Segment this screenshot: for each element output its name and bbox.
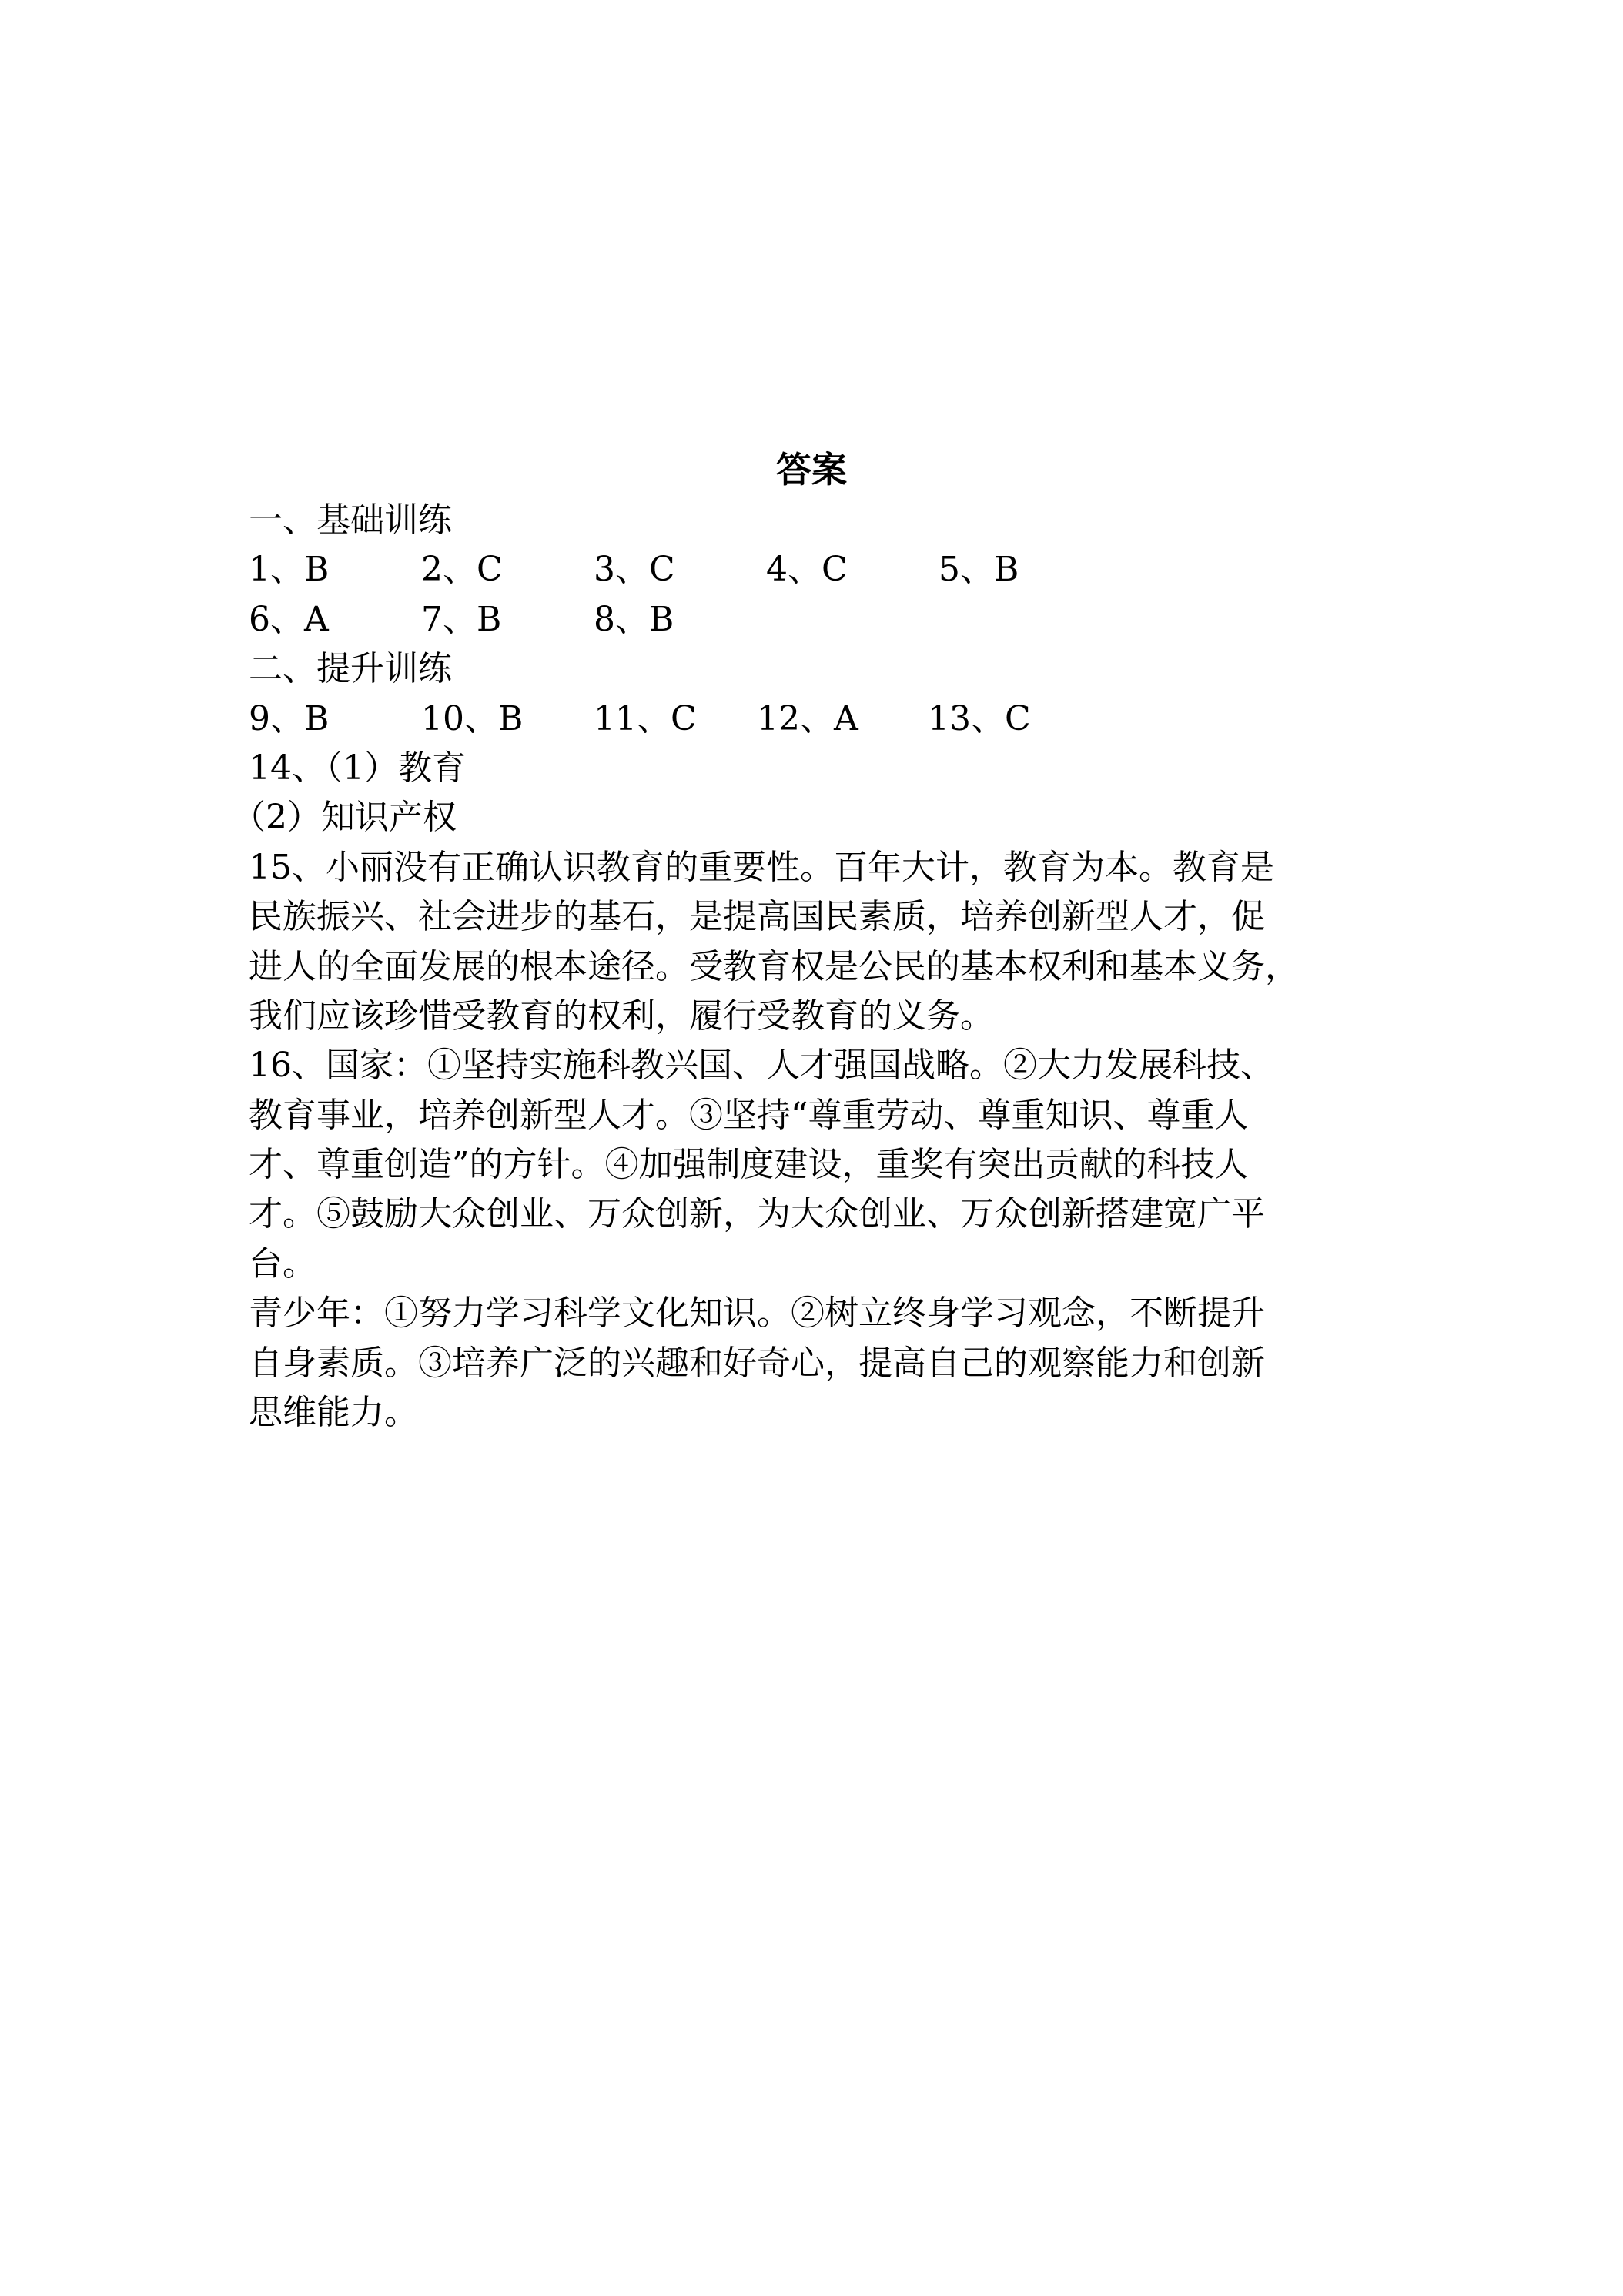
answer-content — [232, 496, 1388, 1438]
answer-row-2 — [249, 595, 1388, 644]
q14-part2: （2）知识产权 — [232, 798, 457, 838]
text-line: 我们应该珍惜受教育的权利，履行受教育的义务。 — [249, 996, 994, 1036]
text-line: 自身素质。③培养广泛的兴趣和好奇心，提高自己的观察能力和创新 — [249, 1343, 1265, 1383]
answer-item: 9、B — [249, 698, 330, 738]
answer-item: 12、A — [757, 698, 858, 738]
q16-answer-youth — [249, 1289, 1388, 1438]
text-line: 思维能力。 — [249, 1393, 418, 1433]
page-title: 答案 — [776, 449, 847, 490]
answer-item: 1、B — [249, 550, 330, 590]
q15-answer — [249, 843, 1388, 1042]
text-line: 才、尊重创造”的方针。④加强制度建设，重奖有突出贡献的科技人 — [249, 1145, 1249, 1185]
text-line: 青少年：①努力学习科学文化知识。②树立终身学习观念，不断提升 — [249, 1294, 1265, 1334]
answer-item: 8、B — [594, 599, 674, 639]
answer-item: 7、B — [421, 599, 502, 639]
text-line: 进人的全面发展的根本途径。受教育权是公民的基本权利和基本义务， — [249, 946, 1299, 986]
answer-row-3 — [249, 694, 1388, 744]
text-line: 15、小丽没有正确认识教育的重要性。百年大计，教育为本。教育是 — [249, 847, 1274, 887]
answer-item: 3、C — [594, 550, 675, 590]
answer-item: 5、B — [939, 550, 1019, 590]
answer-item: 10、B — [421, 698, 524, 738]
text-line: 台。 — [249, 1243, 316, 1284]
answer-item: 4、C — [766, 550, 848, 590]
text-line: 教育事业，培养创新型人才。③坚持“尊重劳动、尊重知识、尊重人 — [249, 1095, 1249, 1135]
q16-answer-country — [249, 1041, 1388, 1289]
answer-row-1 — [249, 545, 1388, 594]
section-heading-basic: 一、基础训练 — [249, 500, 452, 540]
text-line: 民族振兴、社会进步的基石，是提高国民素质，培养创新型人才，促 — [249, 897, 1265, 937]
q14-part1: 14、（1）教育 — [249, 748, 466, 788]
text-line: 才。⑤鼓励大众创业、万众创新，为大众创业、万众创新搭建宽广平 — [249, 1194, 1265, 1234]
text-line: 16、国家：①坚持实施科教兴国、人才强国战略。②大力发展科技、 — [249, 1046, 1274, 1086]
answer-item: 13、C — [928, 698, 1031, 738]
answer-item: 6、A — [249, 599, 329, 639]
answer-item: 11、C — [594, 698, 697, 738]
section-heading-advanced: 二、提升训练 — [249, 649, 452, 689]
answer-item: 2、C — [421, 550, 503, 590]
